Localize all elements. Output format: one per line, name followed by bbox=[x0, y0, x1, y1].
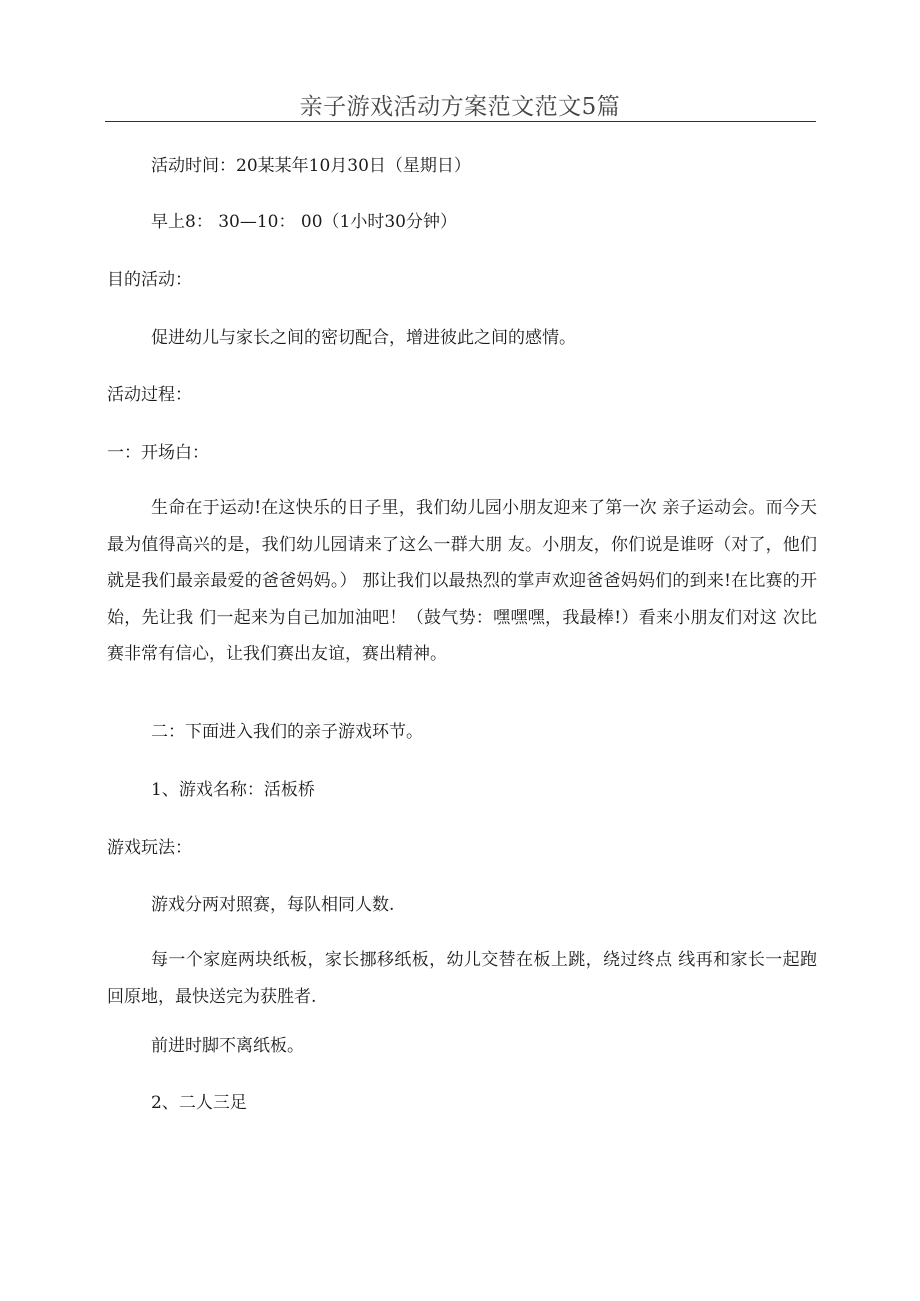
process-heading: 活动过程： bbox=[107, 385, 192, 405]
game-rules-heading: 游戏玩法： bbox=[107, 838, 192, 858]
opening-heading: 一：开场白： bbox=[107, 443, 209, 463]
opening-paragraph: 生命在于运动!在这快乐的日子里，我们幼儿园小朋友迎来了第一次 亲子运动会。而今天最为值得高兴的是，我们幼儿园请来了这么一群大朋 友。小朋友，你们说是谁呀（对了，他们就是我们最亲最爱的爸爸妈妈。） 那让我们以最热烈的掌声欢迎爸爸妈妈们的到来!在比赛的开始，先让我 们一起来为自己加加油吧！（鼓气势：嘿嘿嘿，我最棒!）看来小朋友们对这 次比赛非常有信心，让我们赛出友谊，赛出精神。 bbox=[107, 498, 817, 664]
game-two-name: 2、二人三足 bbox=[151, 1093, 247, 1113]
game-rule-paragraph: 每一个家庭两块纸板，家长挪移纸板，幼儿交替在板上跳，绕过终点 线再和家长一起跑回原地，最快送完为获胜者. bbox=[107, 950, 817, 1007]
purpose-heading: 目的活动： bbox=[107, 270, 192, 290]
purpose-text: 促进幼儿与家长之间的密切配合，增进彼此之间的感情。 bbox=[151, 328, 576, 348]
document-title: 亲子游戏活动方案范文范文5篇 bbox=[299, 94, 621, 120]
title-divider bbox=[105, 121, 816, 122]
game-one-name: 1、游戏名称：活板桥 bbox=[151, 780, 315, 800]
game-rule-note: 前进时脚不离纸板。 bbox=[151, 1036, 304, 1056]
game-rule-teams: 游戏分两对照赛，每队相同人数. bbox=[151, 895, 395, 915]
activity-hours: 早上8： 30—10： 00（1小时30分钟） bbox=[151, 212, 457, 232]
activity-time: 活动时间：20某某年10月30日（星期日） bbox=[151, 156, 471, 176]
section-two-heading: 二：下面进入我们的亲子游戏环节。 bbox=[151, 722, 423, 742]
